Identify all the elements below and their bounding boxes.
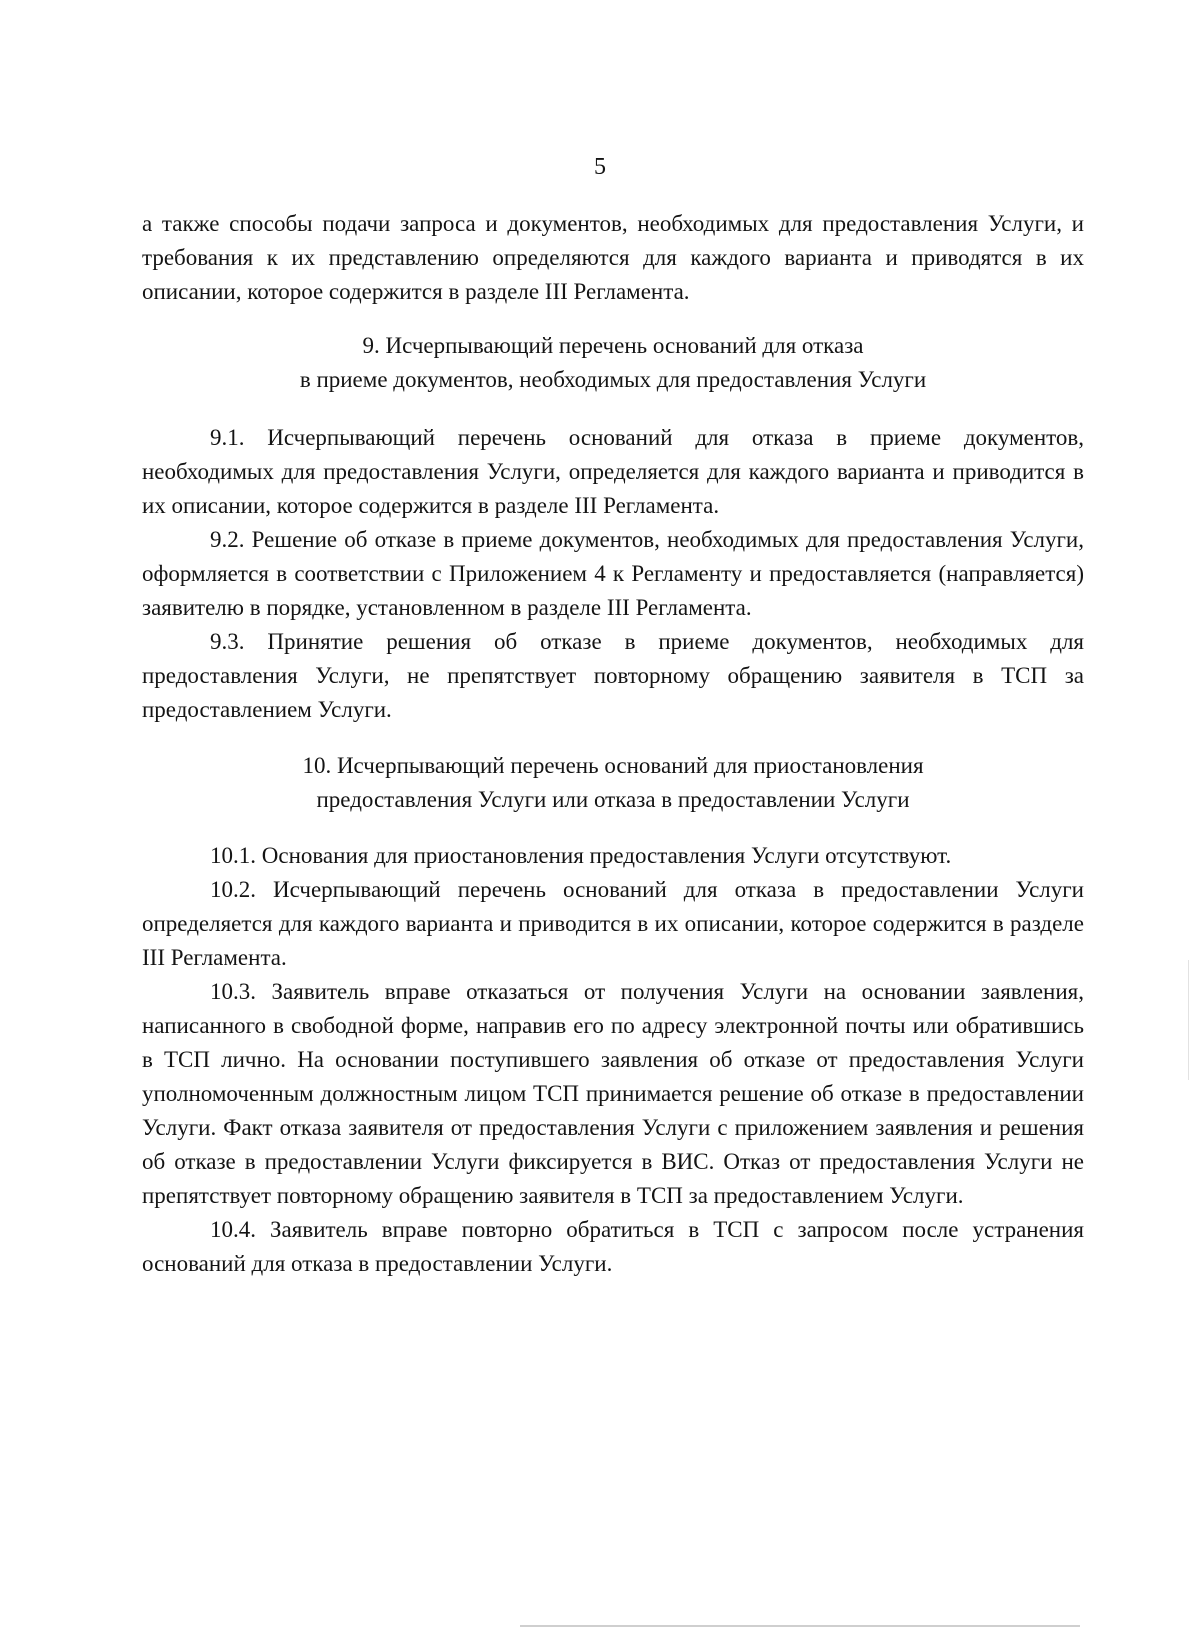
document-body (142, 207, 1084, 1281)
paragraph-9-2: 9.2. Решение об отказе в приеме документов, необходимых для предоставления Услуги, оформляется в соответствии с Приложением 4 к Регламенту и предоставляется (направляется) заявителю в порядке, установленном в разделе III Регламента. (142, 527, 1084, 620)
intro-paragraph: а также способы подачи запроса и документов, необходимых для предоставления Услуги, и требования к их представлению определяются для каждого варианта и приводятся в их описании, которое содержится в разделе III Регламента. (142, 211, 1084, 304)
section-10-heading-line-2: предоставления Услуги или отказа в предоставлении Услуги (316, 787, 910, 812)
paragraph-10-1: 10.1. Основания для приостановления предоставления Услуги отсутствуют. (210, 843, 952, 868)
paragraph-10-3: 10.3. Заявитель вправе отказаться от получения Услуги на основании заявления, написанного в свободной форме, направив его по адресу электронной почты или обратившись в ТСП лично. На основании поступившего заявления об отказе от предоставления Услуги уполномоченным должностным лицом ТСП принимается решение об отказе в предоставлении Услуги. Факт отказа заявителя от предоставления Услуги с приложением заявления и решения об отказе в предоставлении Услуги фиксируется в ВИС. Отказ от предоставления Услуги не препятствует повторному обращению заявителя в ТСП за предоставлением Услуги. (142, 979, 1084, 1208)
section-9-heading-line-1: 9. Исчерпывающий перечень оснований для отказа (362, 333, 864, 358)
section-9-heading (142, 329, 1084, 397)
section-10-heading (142, 749, 1084, 817)
section-9-heading-line-2: в приеме документов, необходимых для предоставления Услуги (299, 367, 927, 392)
paragraph-9-1: 9.1. Исчерпывающий перечень оснований для отказа в приеме документов, необходимых для предоставления Услуги, определяется для каждого варианта и приводится в их описании, которое содержится в разделе III Регламента. (142, 425, 1084, 518)
scan-bottom-edge (520, 1625, 1080, 1627)
scan-right-edge (1188, 960, 1189, 1080)
page-number: 5 (594, 154, 606, 180)
paragraph-9-3: 9.3. Принятие решения об отказе в приеме документов, необходимых для предоставления Услуги, не препятствует повторному обращению заявителя в ТСП за предоставлением Услуги. (142, 629, 1084, 722)
paragraph-10-2: 10.2. Исчерпывающий перечень оснований для отказа в предоставлении Услуги определяется для каждого варианта и приводится в их описании, которое содержится в разделе III Регламента. (142, 877, 1084, 970)
section-10-heading-line-1: 10. Исчерпывающий перечень оснований для приостановления (302, 753, 924, 778)
paragraph-10-4: 10.4. Заявитель вправе повторно обратиться в ТСП с запросом после устранения оснований для отказа в предоставлении Услуги. (142, 1217, 1084, 1276)
